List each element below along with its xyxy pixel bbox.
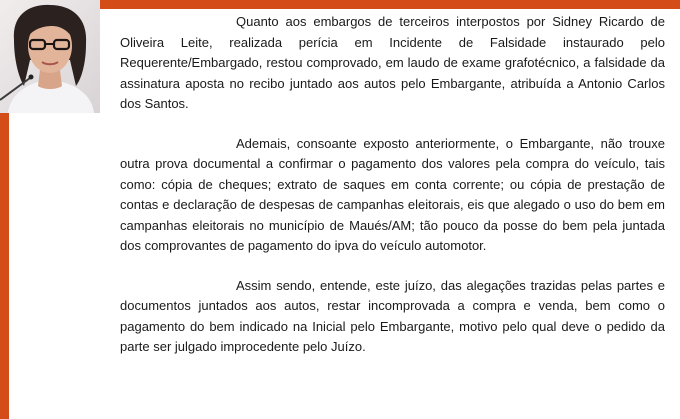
top-accent-bar [0,0,680,9]
paragraph: Ademais, consoante exposto anteriormente, o Embargante, não trouxe outra prova documental a confirmar o pagamento dos valores pela compra do veículo, tais como: cópia de cheques; extrato de saques em conta corrente; ou cópia de prestação de contas e declaração de despesas de campanhas eleitorais, eis que alegado o uso do bem em campanhas eleitorais no município de Maués/AM; tão pouco da posse do bem pela juntada dos comprovantes de pagamento do ipva do veículo automotor. [120,135,665,253]
article-body [120,12,665,358]
portrait-photo-icon [0,0,100,113]
paragraph: Quanto aos embargos de terceiros interpostos por Sidney Ricardo de Oliveira Leite, realizada perícia em Incidente de Falsidade instaurado pelo Requerente/Embargado, restou comprovado, em laudo de exame grafotécnico, a falsidade da assinatura aposta no recibo juntado aos autos pelo Embargante, atribuída a Antonio Carlos dos Santos. [120,14,665,111]
paragraph: Assim sendo, entende, este juízo, das alegações trazidas pelas partes e documentos juntados aos autos, restar incomprovada a compra e venda, bem como o pagamento do bem indicado na Inicial pelo Embargante, motivo pelo qual deve o pedido da parte ser julgado improcedente pelo Juízo. [120,277,665,354]
